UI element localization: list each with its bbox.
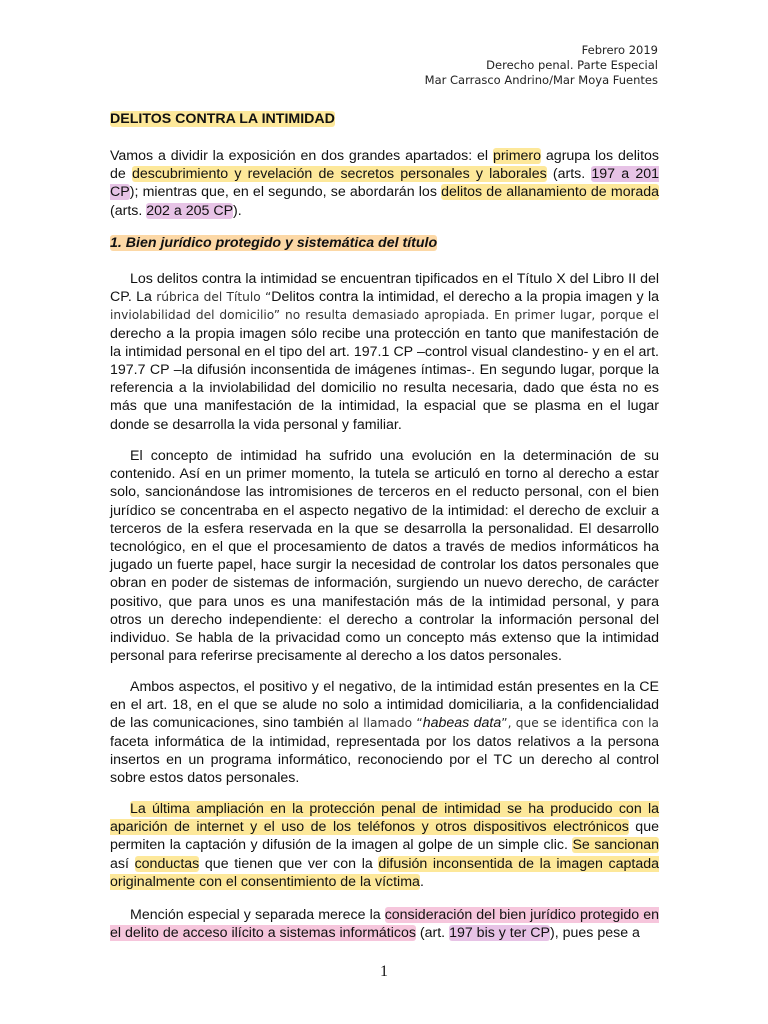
p5-text-2: (art. [415, 925, 450, 942]
p3-small-2: ”, que se identifica con la [501, 716, 659, 731]
p5-highlight-art-197-bis: 197 bis y ter CP [449, 925, 550, 942]
paragraph-2: El concepto de intimidad ha sufrido una evolución en la determinación de su contenido. Así en un primer momento, la tutela se articuló en torno al derecho a estar solo, sancionándose las intromisiones de terceros en el reducto personal, con el bien jurídico se concentraba en el aspecto negativo de la intimidad: el derecho de excluir a terceros de la esfera reservada en la que se desarrolla la personalidad. El desarrollo tecnológico, en el que el procesamiento de datos a través de medios informáticos ha jugado un fuerte papel, hace surgir la necesidad de controlar los datos personales que obran en poder de sistemas de información, surgiendo un nuevo derecho, de carácter positivo, que para unos es una manifestación más de la intimidad personal, y para otros un derecho independiente: el derecho a controlar la información personal del individuo. Se habla de la privacidad como un concepto más extenso que la intimidad personal para referirse precisamente al derecho a los datos personales. [110, 448, 659, 665]
p4-text-4: . [419, 873, 424, 890]
p1-text-2: Delitos contra la intimidad, el derecho a la propia imagen y la [271, 289, 659, 306]
p4-highlight-sancionan: Se sancionan [572, 837, 659, 854]
header-date: Febrero 2019 [581, 43, 658, 57]
p1-small-2: inviolabilidad del domicilio” no resulta demasiado apropiada. En primer lugar, porque el [110, 308, 659, 323]
intro-text-2: agrupa los delitos de [110, 148, 659, 183]
page-number: 1 [380, 963, 388, 980]
intro-text-3: (arts. [546, 166, 592, 183]
title-highlight: DELITOS CONTRA LA INTIMIDAD [110, 111, 335, 127]
intro-highlight-allanamiento: delitos de allanamiento de morada [441, 184, 659, 201]
paragraph-1 [110, 270, 659, 434]
document-title [110, 110, 335, 128]
p5-highlight-consideracion: consideración del bien jurídico protegido en el delito de acceso ilícito a sistemas informáticos [110, 907, 659, 942]
intro-highlight-arts-202: 202 a 205 CP [146, 202, 234, 219]
section-heading-highlight: 1. Bien jurídico protegido y sistemática del título [110, 235, 438, 251]
p4-highlight-ampliacion: La última ampliación en la protección penal de intimidad se ha producido con la aparición de internet y el uso de los teléfonos y otros dispositivos electrónicos [110, 801, 659, 836]
intro-text-6: ). [233, 202, 242, 219]
intro-text-1: Vamos a dividir la exposición en dos grandes apartados: el [110, 148, 493, 164]
p3-small-1: al llamado “ [348, 716, 423, 731]
p3-text-1: Ambos aspectos, el positivo y el negativo, de la intimidad están presentes en la CE en el art. 18, en el que se alude no solo a intimidad domiciliaria, a la confidencialidad de las comunicaciones, sino también [110, 679, 659, 732]
p3-habeas-data: habeas data [422, 715, 502, 732]
intro-highlight-descubrimiento: descubrimiento y revelación de secretos personales y laborales [131, 166, 547, 183]
p5-text-3: ), pues pese a [550, 925, 640, 942]
intro-paragraph [110, 147, 659, 220]
p3-text-2: faceta informática de la intimidad, representada por los datos relativos a la persona insertos en un programa informático, reconociendo por el TC un derecho al control sobre estos datos personales. [110, 733, 659, 787]
p5-text-1: Mención especial y separada merece la [130, 907, 385, 923]
p1-text-3: derecho a la propia imagen sólo recibe una protección en tanto que manifestación de la intimidad personal en el tipo del art. 197.1 CP –control visual clandestino- y en el art. 197.7 CP –la difusión inconsentida de imágenes íntimas-. En segundo lugar, porque la referencia a la inviolabilidad del domicilio no resulta necesaria, dado que ésta no es más que una manifestación de la intimidad, la espacial que se plasma en el lugar donde se desarrolla la vida personal y familiar. [110, 325, 659, 433]
p4-text-2: así [110, 855, 135, 872]
p4-highlight-conductas: conductas [134, 855, 200, 872]
intro-highlight-arts-197: 197 a 201 CP [110, 166, 659, 201]
p4-highlight-difusion: difusión inconsentida de la imagen captada originalmente con el consentimiento de la víctima [110, 855, 660, 890]
paragraph-4 [110, 800, 659, 891]
header-authors: Mar Carrasco Andrino/Mar Moya Fuentes [424, 73, 658, 87]
paragraph-3 [110, 678, 659, 787]
p4-text-1: que permiten la captación y difusión de la imagen al golpe de un simple clic. [110, 819, 659, 854]
p1-text-1: Los delitos contra la intimidad se encuentran tipificados en el Título X del Libro II del CP. La [110, 271, 659, 306]
intro-highlight-primero: primero [492, 148, 542, 164]
p4-text-3: que tienen que ver con la [199, 855, 379, 872]
header-course: Derecho penal. Parte Especial [486, 58, 658, 72]
section-heading [110, 234, 437, 252]
p1-small-1: rúbrica del Título “ [156, 290, 272, 305]
intro-text-4: ); mientras que, en el segundo, se abordarán los [129, 184, 442, 201]
paragraph-5 [110, 906, 659, 942]
intro-text-5: (arts. [110, 202, 147, 219]
page-header [258, 43, 658, 88]
